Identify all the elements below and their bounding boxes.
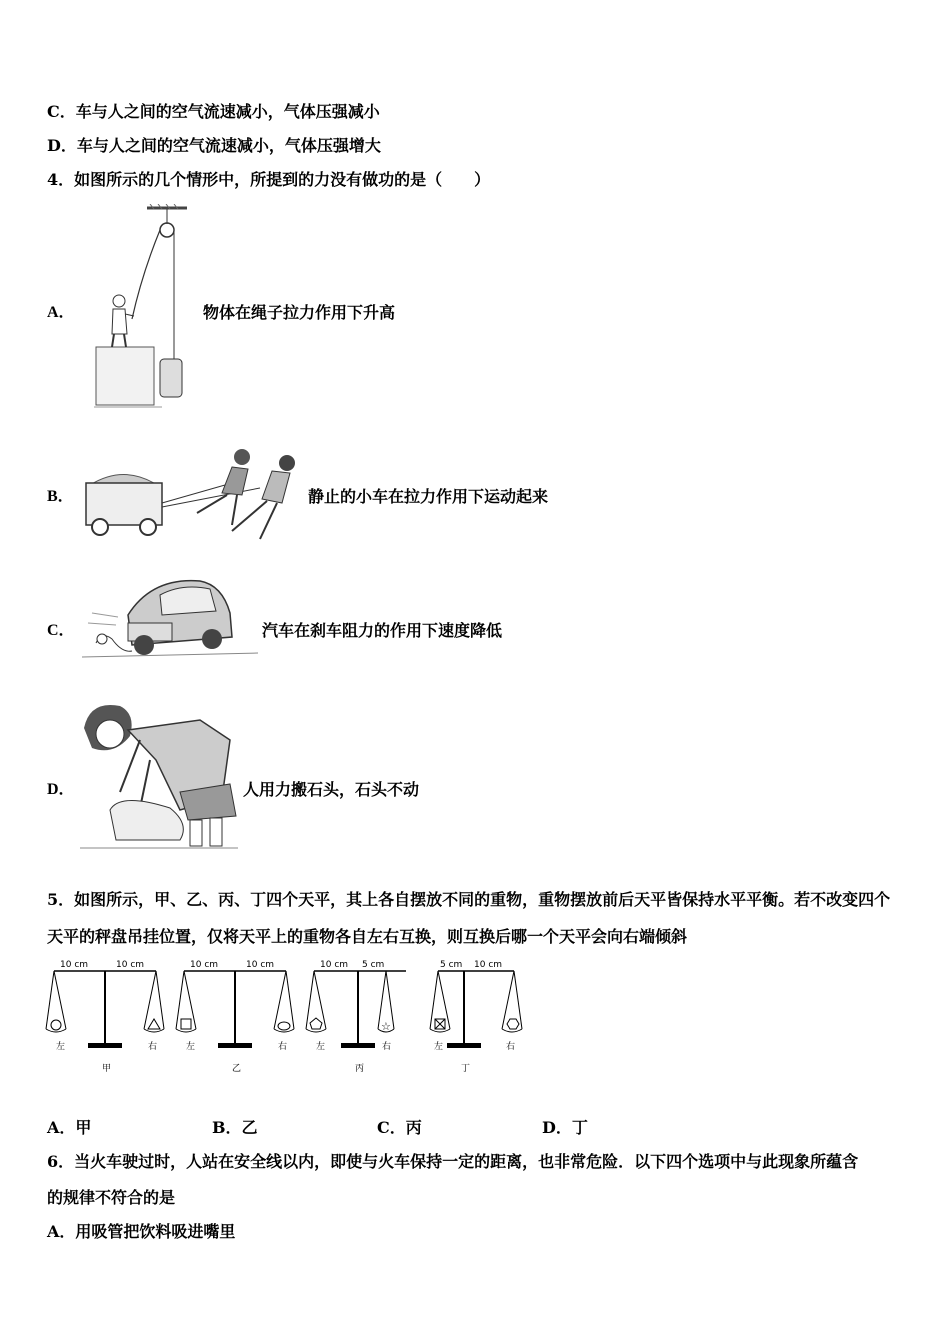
q4-option-d-letter: D． — [47, 781, 75, 798]
q4-stem: 4．如图所示的几个情形中，所提到的力没有做功的是（ ） — [47, 170, 491, 189]
q5-option-b: B．乙 — [212, 1118, 258, 1137]
q5-stem-line2: 天平的秤盘吊挂位置，仅将天平上的重物各自左右互换，则互换后哪一个天平会向右端倾斜 — [47, 927, 688, 946]
jia-left-label: 左 — [56, 1042, 66, 1052]
balances-figure — [40, 955, 540, 1085]
balance-ding — [430, 960, 522, 1074]
jia-right-label: 右 — [148, 1042, 158, 1052]
balance-yi — [176, 960, 294, 1074]
q3-option-c: C．车与人之间的空气流速减小，气体压强减小 — [47, 102, 380, 121]
jia-name: 甲 — [102, 1064, 112, 1074]
bing-name: 丙 — [355, 1064, 365, 1074]
q6-stem-line1: 6．当火车驶过时，人站在安全线以内，即使与火车保持一定的距离，也非常危险．以下四个选项中与此现象所蕴含 — [47, 1152, 859, 1171]
q6-stem-line2: 的规律不符合的是 — [47, 1188, 176, 1207]
q4-option-a-letter: A． — [47, 304, 75, 321]
q4-option-d-caption: 人用力搬石头，石头不动 — [243, 780, 420, 799]
cart-pulling-illustration — [82, 443, 304, 543]
crossed-square-icon — [435, 1019, 445, 1029]
triangle-icon — [148, 1019, 160, 1029]
q4-option-c-letter: C． — [47, 622, 75, 639]
pulley-lift-illustration — [92, 204, 192, 410]
ding-right-label: 右 — [506, 1042, 516, 1052]
bing-left-label: 左 — [316, 1042, 326, 1052]
q6-option-a: A．用吸管把饮料吸进嘴里 — [47, 1222, 236, 1241]
yi-name: 乙 — [232, 1064, 242, 1074]
yi-right-dist: 10 cm — [246, 960, 275, 970]
bing-right-dist: 5 cm — [362, 960, 385, 970]
ding-name: 丁 — [461, 1064, 471, 1074]
q4-option-b-letter: B． — [47, 488, 74, 505]
yi-left-dist: 10 cm — [190, 960, 219, 970]
q4-option-c-caption: 汽车在刹车阻力的作用下速度降低 — [262, 621, 503, 640]
q5-option-d: D．丁 — [542, 1118, 588, 1137]
balance-jia — [46, 960, 164, 1074]
ding-right-dist: 10 cm — [474, 960, 503, 970]
pentagon-icon — [310, 1018, 322, 1029]
yi-right-label: 右 — [278, 1042, 288, 1052]
balance-bing — [306, 960, 406, 1074]
star-icon: ☆ — [381, 1020, 391, 1033]
yi-left-label: 左 — [186, 1042, 196, 1052]
jia-left-dist: 10 cm — [60, 960, 89, 970]
stone-lifting-illustration — [80, 700, 240, 856]
q5-option-a: A．甲 — [47, 1118, 92, 1137]
ellipse-icon — [278, 1022, 290, 1030]
hexagon-icon — [507, 1019, 519, 1029]
bing-left-dist: 10 cm — [320, 960, 349, 970]
circle-icon — [51, 1020, 61, 1030]
q3-option-d: D．车与人之间的空气流速减小，气体压强增大 — [47, 136, 381, 155]
ding-left-dist: 5 cm — [440, 960, 463, 970]
car-braking-illustration — [82, 573, 262, 669]
q4-option-a-caption: 物体在绳子拉力作用下升高 — [203, 303, 396, 322]
square-icon — [181, 1019, 191, 1029]
q5-stem-line1: 5．如图所示，甲、乙、丙、丁四个天平，其上各自摆放不同的重物，重物摆放前后天平皆保持水平平衡。若不改变四个 — [47, 890, 891, 909]
jia-right-dist: 10 cm — [116, 960, 145, 970]
q5-option-c: C．丙 — [377, 1118, 422, 1137]
q4-option-b-caption: 静止的小车在拉力作用下运动起来 — [308, 487, 549, 506]
ding-left-label: 左 — [434, 1042, 444, 1052]
bing-right-label: 右 — [382, 1042, 392, 1052]
